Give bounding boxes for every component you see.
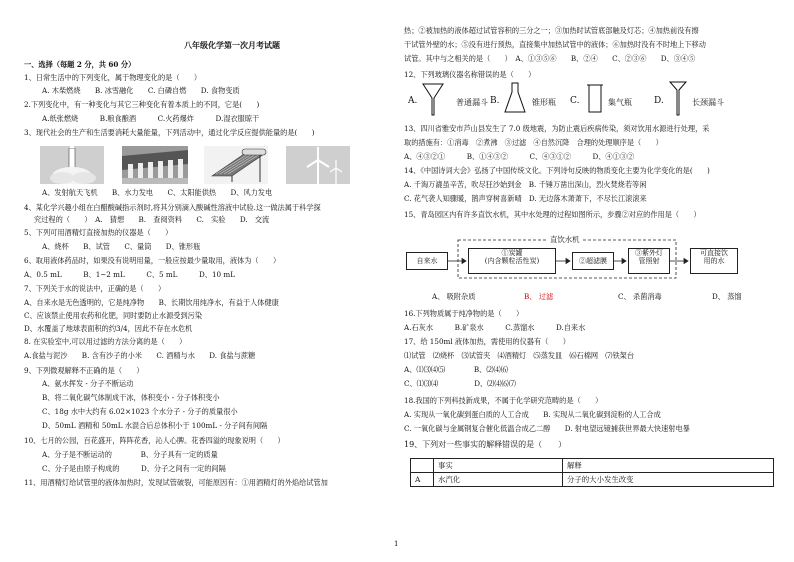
q10: 10、七月的公园，百花盛开，阵阵花香，沁人心脾。花香四溢的现象说明（ ）: [24, 436, 285, 445]
table-header-cell: 解释: [563, 459, 774, 473]
q8-options: A.食盐与泥沙 B. 含有沙子的小米 C. 酒精与水 D. 食盐与蔗糖: [24, 351, 256, 360]
q11-cont-3: 试管。其中与之相关的是（ ） A、①③⑤⑥ B、②④ C、②③⑥ D、③④⑤: [404, 54, 696, 63]
q19: 19、下列对一些事实的解释错误的是（ ）: [404, 440, 567, 449]
q7-option-ab: A、自来水是无色透明的，它是纯净物 B、长期饮用纯净水，有益于人体健康: [24, 298, 279, 307]
q12-label-b: 锥形瓶: [532, 98, 556, 107]
q5: 5、下列可用酒精灯直接加热的仪器是（ ）: [24, 228, 173, 237]
table-row: [411, 473, 774, 487]
q12-option-c: C.: [570, 96, 580, 106]
q15-option-a: A、 吸附杂质: [432, 292, 476, 301]
q15-option-b: B、 过滤: [524, 292, 554, 301]
q2: 2.下列变化中，有一种变化与其它三种变化有着本质上的不同，它是( ): [24, 100, 260, 109]
drinkable-water-sub: 用的水: [703, 257, 725, 266]
q19-table: [410, 458, 774, 487]
q11-cont-1: 热；②被加热的液体超过试管容积的三分之一；③加热时试管底部触及灯芯；④加热前没有擦: [404, 26, 699, 35]
section-heading: 一、选择（每题 2 分，共 60 分）: [24, 60, 136, 69]
q18-options-cd: C. 一氧化碳与金属钢复合催化低温合成乙二醇 D. 射电望远镜捕获世界最大快速射电暴: [404, 424, 690, 433]
q17: 17、给 150ml 液体加热，需使用的仪器有（ ）: [404, 337, 570, 346]
q7-option-d: D、水覆盖了地球表面积的约3/4，因此不存在水危机: [24, 324, 193, 333]
q12-label-d: 长颈漏斗: [692, 98, 724, 107]
q12-option-b: B.: [490, 96, 500, 106]
machine-label: 直饮水机: [550, 235, 580, 244]
q16: 16.下列物质属于纯净物的是（ ）: [404, 309, 524, 318]
q2-options: A.纸张燃烧 B.粮食酿酒 C.火药爆炸 D.湿衣服晾干: [42, 114, 260, 123]
table-header-row: [411, 459, 774, 473]
q7: 7、下列关于水的说法中，正确的是（ ）: [24, 284, 166, 293]
q6: 6、取用液体药品时，如果没有说明用量，一般应按最少量取用，液体为（ ）: [24, 256, 281, 265]
table-cell: A: [411, 473, 434, 487]
table-header-cell: [411, 459, 434, 473]
q16-options: A.石灰水 B.矿泉水 C.蒸馏水 D.自来水: [404, 323, 586, 332]
q15-option-c: C、 杀菌消毒: [618, 292, 662, 301]
q13: 13、四川省雅安市芦山县发生了 7.0 级地震，为防止震后疾病传染，须对饮用水源进行处理，采: [404, 124, 710, 133]
q14-options-cd: C. 花气袭人知骤暖，鹊声穿树喜新晴 D. 无边落木萧萧下，不尽长江滚滚来: [404, 194, 647, 203]
long-neck-funnel-icon: [668, 80, 688, 116]
hydropower-dam-image: [122, 146, 188, 184]
q9-option-c: C、18g 水中大约有 6.02×1023 个水分子 - 分子的质量很小: [42, 407, 238, 416]
uv-lamp-label: ③紫外灯: [635, 249, 663, 257]
q17-options-ab: A、⑴⑶⑷⑸ B、⑵⑷⑹: [404, 365, 508, 374]
drinkable-water-box: [690, 248, 738, 274]
solar-water-heater-image: [204, 146, 268, 184]
ultrafiltration-box: ②超滤膜: [572, 252, 614, 270]
conical-flask-icon: [504, 82, 526, 114]
q13-cont: 取的措施有：①消毒 ②煮沸 ③过滤 ④自然沉降 合理的处理顺序是（ ）: [404, 138, 663, 147]
gas-jar-icon: [584, 82, 606, 114]
q4: 4、某化学兴趣小组在白醋酸碱指示剂时,将其分别滴入酸碱性溶液中试验.这一做法属于科学探: [24, 203, 321, 212]
q9-option-d: D、50mL 酒精和 50mL 水混合后总体积小于 100mL - 分子间有间隔: [42, 421, 268, 430]
carbon-tank-sub: (内含颗粒活性炭): [484, 257, 540, 266]
q14-options-ab: A. 千淘万漉虽辛苦，吹尽狂沙始到金 B. 千锤万凿出深山，烈火焚烧若等闲: [404, 180, 647, 189]
rocket-launch-image: [40, 146, 104, 184]
wind-turbine-image: [286, 146, 350, 184]
q9: 9、下列微观解释不正确的是（ ）: [24, 366, 144, 375]
page-number: 1: [394, 540, 399, 548]
q12-label-c: 集气瓶: [608, 98, 632, 107]
q13-options: A、④③②① B、①④③② C、④③①② D、④①③②: [404, 152, 635, 161]
q11-cont-2: 干试管外壁的水；⑤没有进行预热，直接集中加热试管中的液体；⑥加热时没有不时地上下移动: [404, 40, 706, 49]
q15: 15、青岛园区内有许多直饮水机，其中水处理的过程如图所示，步骤②对应的作用是（ ）: [404, 210, 701, 219]
q9-option-a: A、氨水挥发 - 分子不断运动: [42, 379, 134, 388]
q7-option-c: C、应该禁止使用农药和化肥，同时要防止水源受到污染: [24, 311, 203, 320]
q9-option-b: B、将二氧化碳气体制成干冰，体积变小 - 分子体积变小: [42, 393, 220, 402]
q1: 1、日常生活中的下列变化，属于物理变化的是（ ）: [24, 73, 202, 82]
water-treatment-flowchart: [404, 234, 778, 282]
q3-options: A、发射航天飞机 B、水力发电 C、太阳能供热 D、风力发电: [42, 188, 273, 197]
table-cell: 水汽化: [434, 473, 563, 487]
table-header-cell: 事实: [434, 459, 563, 473]
q5-options: A、烧杯 B、试管 C、量筒 D、锥形瓶: [42, 242, 201, 251]
q15-option-d: D、 蒸馏: [712, 292, 742, 301]
q6-options: A、0.5 mL B、1~2 mL C、5 mL D、10 mL: [24, 270, 235, 279]
uv-lamp-sub: 管照射: [638, 257, 660, 266]
funnel-icon: [422, 82, 444, 116]
q17-items: ⑴试管 ⑵烧杯 ⑶试管夹 ⑷酒精灯 ⑸蒸发皿 ⑹石棉网 ⑺铁架台: [404, 351, 635, 360]
tap-water-box: 自来水: [406, 252, 448, 270]
carbon-tank-label: ①炭罐: [501, 249, 523, 257]
q10-options-ab: A、分子是不断运动的 B、分子具有一定的质量: [42, 450, 218, 459]
q11: 11、用酒精灯给试管里的液体加热时，发现试管破裂，可能原因有：①用酒精灯的外焰给试管加: [24, 478, 328, 487]
drinkable-water-label: 可直接饮: [700, 249, 728, 257]
q8: 8. 在实验室中,可以用过滤的方法分离的是（ ）: [24, 337, 187, 346]
exam-title: 八年级化学第一次月考试题: [184, 40, 280, 50]
q12-option-a: A.: [408, 96, 418, 106]
q10-options-cd: C、分子是由原子构成的 D、分子之间有一定的间隔: [42, 464, 226, 473]
q17-options-cd: C、⑴⑶⑷ D、⑵⑷⑹⑺: [404, 379, 516, 388]
q1-options: A. 木柴燃烧 B. 冰雪融化 C. 白磷自燃 D. 食物变质: [42, 86, 240, 95]
carbon-tank-box: [468, 248, 556, 274]
table-cell: 分子的大小发生改变: [563, 473, 774, 487]
q3: 3、现代社会的生产和生活要消耗大量能量，下列活动中，通过化学反应提供能量的是( ): [24, 128, 315, 137]
q18: 18.我国的下列科技新成果，不属于化学研究范畴的是（ ）: [404, 396, 603, 405]
q18-options-ab: A. 实现从一氧化碳到蛋白质的人工合成 B. 实现从二氧化碳到淀粉的人工合成: [404, 410, 661, 419]
uv-lamp-box: [628, 248, 670, 274]
q12: 12、下列玻璃仪器名称错误的是（ ）: [404, 70, 536, 79]
q4-options: 究过程的（ ） A. 猜想 B. 查阅资料 C. 实验 D. 交流: [34, 215, 270, 224]
q14: 14、《中国诗词大会》弘扬了中国传统文化。下列诗句反映的物质变化主要为化学变化的是( ): [404, 166, 710, 175]
q12-label-a: 普通漏斗: [456, 98, 488, 107]
q12-option-d: D.: [654, 96, 664, 106]
